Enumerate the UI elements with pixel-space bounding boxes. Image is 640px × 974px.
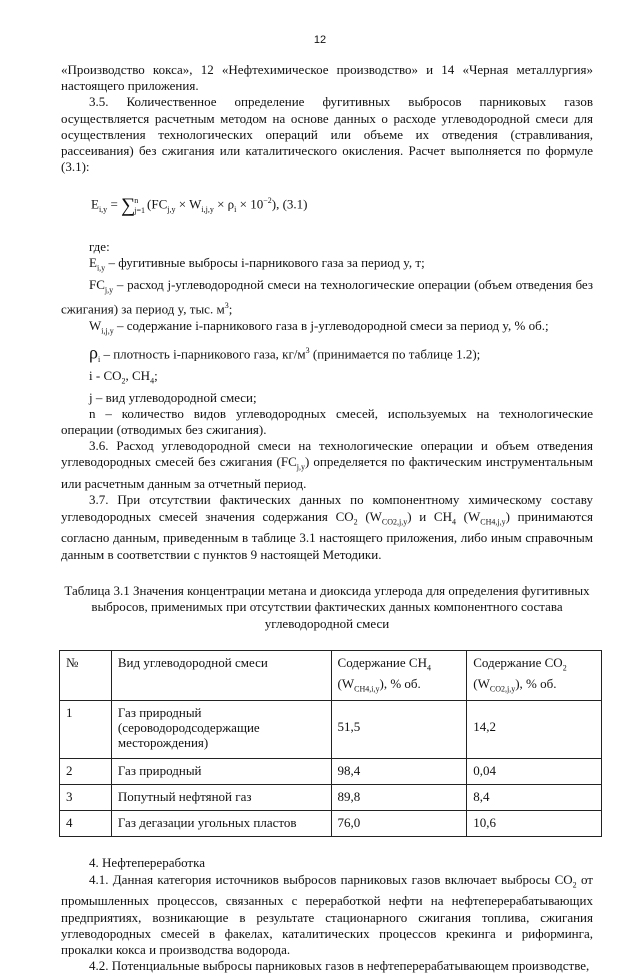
def-j: j – вид углеводородной смеси;	[89, 389, 257, 405]
sum-top: n	[134, 195, 139, 205]
formula-lhs: E	[91, 196, 99, 212]
def-w-text: – содержание i-парникового газа в j-углеводородной смеси за период y, % об.;	[113, 317, 549, 333]
cell-num: 2	[60, 759, 112, 785]
def-i-sub2: 4	[150, 376, 155, 386]
table-3-1	[59, 650, 602, 837]
table-row	[60, 785, 602, 811]
p37-sub1: 2	[353, 517, 358, 527]
def-fc-symbol: FC	[89, 276, 105, 292]
page-number: 12	[313, 34, 327, 46]
formula-label: , (3.1)	[276, 196, 308, 212]
sum-symbol-icon: ∑	[121, 194, 136, 217]
paragraph-4-2: 4.2. Потенциальные выбросы парниковых газов в нефтеперерабатывающем производстве,	[89, 958, 590, 974]
cell-type: Газ природный	[111, 759, 331, 785]
def-e-text: – фугитивные выбросы i-парникового газа за период y, т;	[105, 254, 425, 270]
header-ch4-b: (W	[337, 675, 355, 691]
p37-e: ) принимаются согласно данным, приведенным в таблице 3.1 настоящего приложения, либо иным справочным данным в соответствии с пунктов 9 настоящей Методики.	[61, 508, 593, 562]
cell-co2: 10,6	[467, 811, 602, 837]
def-i-sub1: 2	[121, 376, 126, 386]
def-rho	[89, 343, 593, 368]
cell-co2: 14,2	[467, 701, 602, 759]
formula-eq: =	[107, 196, 122, 212]
header-co2-wsub: CO2,j,y	[489, 684, 516, 694]
def-fc-end: ;	[228, 301, 233, 317]
header-type: Вид углеводородной смеси	[111, 651, 331, 701]
def-fc-sub: j,y	[104, 285, 114, 295]
def-rho-text: – плотность i-парникового газа, кг/м	[100, 346, 306, 361]
cell-num: 1	[60, 701, 112, 759]
cell-ch4: 89,8	[331, 785, 467, 811]
cell-co2: 8,4	[467, 785, 602, 811]
formula-ten: × 10	[236, 196, 264, 212]
def-e-symbol: E	[89, 254, 97, 270]
paragraph-3-7	[61, 492, 593, 562]
definitions-block-2	[61, 318, 593, 406]
cell-num: 4	[60, 811, 112, 837]
header-ch4-wsub: CH4,i,y	[354, 684, 380, 694]
paragraph-3-6	[61, 438, 593, 492]
p37-sub3: 4	[451, 517, 456, 527]
p41-b: от промышленных процессов, связанных с переработкой нефти на нефтеперерабатывающих предприятиях, возникающие в результате стационарного сжигания топлива, сжигания углеводородных смесей в факелах, каталитических процессов крекинга и риформинга, прокалки кокса и производства водорода.	[61, 871, 593, 957]
header-co2-c: ), % об.	[515, 675, 557, 691]
def-w-symbol: W	[89, 317, 102, 333]
formula-w: × W	[175, 196, 202, 212]
header-ch4-a: Содержание CH	[337, 655, 427, 671]
formula-exp: −2	[263, 196, 272, 206]
def-fc-sup: 3	[224, 301, 229, 311]
section-4-title: 4. Нефтепереработка	[89, 855, 205, 871]
document-body	[61, 62, 593, 974]
table-caption-line-1: Таблица 3.1 Значения концентрации метана и диоксида углерода для определения фугитивных	[64, 582, 590, 598]
cell-ch4: 76,0	[331, 811, 467, 837]
def-fc	[61, 277, 593, 318]
table-caption-line-2: выбросов, применимых при отсутствии фактических данных компонентного состава	[91, 599, 563, 615]
where-label: где:	[89, 238, 110, 254]
p37-d: (W	[455, 508, 481, 524]
header-ch4	[331, 651, 467, 701]
cell-type: Газ природный (сероводородсодержащие месторождения)	[111, 701, 331, 759]
table-row	[60, 811, 602, 837]
def-fc-text: – расход j-углеводородной смеси на технологические операции (объем отведения без сжигания) за период y, тыс. м	[61, 276, 593, 317]
cell-num: 3	[60, 785, 112, 811]
table-row	[60, 759, 602, 785]
p37-a: 3.7. При отсутствии фактических данных по компонентному химическому составу углеводородных смесей значения содержания CO	[61, 492, 593, 524]
cell-type: Попутный нефтяной газ	[111, 785, 331, 811]
p36-b: ) определяется по фактическим инструментальным или расчетным данным за отчетный период.	[61, 454, 594, 492]
def-rho-symbol: ρ	[89, 342, 98, 362]
p37-sub2: CO2,j,y	[381, 517, 408, 527]
def-e	[89, 255, 593, 277]
p41-sub: 2	[572, 880, 577, 890]
p36-a: 3.6. Расход углеводородной смеси на технологические операции и объем отведения углеводородных смесей без сжигания (FC	[61, 438, 593, 470]
header-co2-b: (W	[473, 675, 490, 691]
sum-limits	[134, 196, 145, 216]
formula-w-sub: i,j,y	[201, 205, 214, 215]
formula-lhs-sub: i,y	[98, 205, 108, 215]
paragraph-4-1	[61, 872, 593, 959]
def-w	[89, 318, 593, 340]
definitions-block	[61, 239, 593, 277]
def-i-a: i - CO	[89, 367, 122, 383]
p37-sub4: CH4,j,y	[480, 517, 506, 527]
table-row	[60, 701, 602, 759]
cell-type: Газ дегазации угольных пластов	[111, 811, 331, 837]
p36-sub: j,y	[296, 463, 305, 472]
def-rho-sup: 3	[305, 345, 310, 355]
header-num: №	[60, 651, 112, 701]
p37-c: ) и CH	[407, 508, 452, 524]
table-caption-line-3: углеводородной смеси	[264, 615, 390, 631]
table-caption	[61, 583, 593, 633]
paragraph-3-5: 3.5. Количественное определение фугитивных выбросов парниковых газов осуществляется расчетным методом на основе данных о расходе углеводородной смеси для осуществления технологических операций или объеме их отведения (стравливания, рассеивания) без сжигания или каталитического окисления. Расчет выполняется по формуле (3.1):	[61, 94, 593, 175]
header-co2-sub: 2	[562, 663, 567, 673]
def-i	[89, 368, 593, 390]
formula-open: (FC	[147, 196, 168, 212]
cell-ch4: 51,5	[331, 701, 467, 759]
def-i-c: ;	[154, 367, 158, 383]
def-rho-end: (принимается по таблице 1.2);	[309, 346, 481, 361]
formula-3-1	[91, 193, 593, 218]
header-ch4-sub: 4	[426, 663, 431, 673]
cell-co2: 0,04	[467, 759, 602, 785]
p41-a: 4.1. Данная категория источников выбросов парниковых газов включает выбросы CO	[89, 871, 573, 887]
formula-close: )	[271, 196, 277, 212]
header-ch4-c: ), % об.	[379, 675, 421, 691]
def-e-sub: i,y	[96, 263, 106, 273]
def-w-sub: i,j,y	[101, 326, 114, 336]
p37-b: (W	[357, 508, 382, 524]
formula-rho-sub: i	[234, 205, 237, 215]
formula-fc-sub: j,y	[167, 205, 176, 215]
paragraph-intro: «Производство кокса», 12 «Нефтехимическое производство» и 14 «Черная металлургия» настоящего приложения.	[61, 62, 593, 94]
table-header-row	[60, 651, 602, 701]
cell-ch4: 98,4	[331, 759, 467, 785]
def-i-b: , CH	[125, 367, 151, 383]
header-co2-a: Содержание CO	[473, 655, 563, 671]
def-n: n – количество видов углеводородных смесей, используемых на технологические операции (отводимых без сжигания).	[61, 405, 593, 437]
def-rho-sub: i	[97, 354, 101, 364]
formula-rho: × ρ	[213, 196, 235, 212]
sum-bottom: j=1	[134, 205, 146, 215]
header-co2	[467, 651, 602, 701]
